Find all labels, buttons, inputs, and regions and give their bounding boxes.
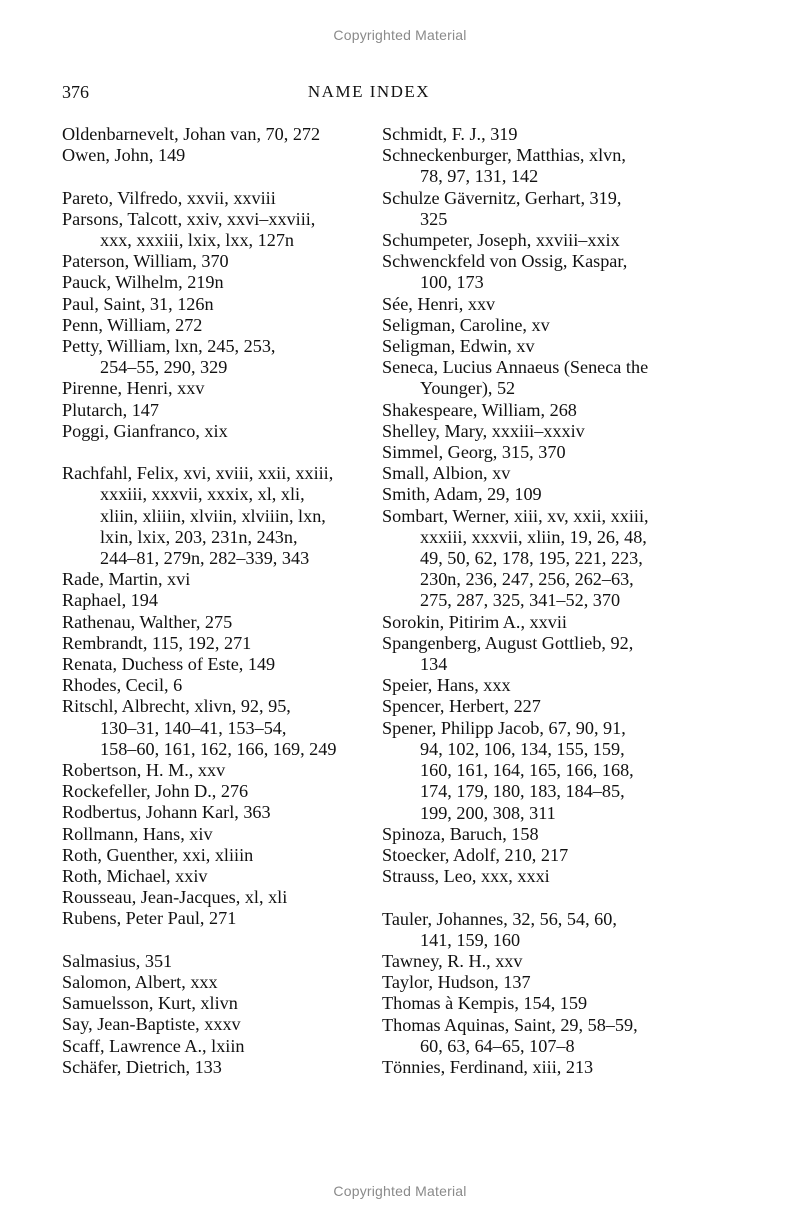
index-entry-continuation: 174, 179, 180, 183, 184–85, — [420, 781, 625, 802]
index-entry — [62, 866, 382, 887]
index-entry — [382, 145, 712, 187]
index-entry — [62, 251, 382, 272]
index-entry — [382, 442, 712, 463]
index-entry-line: Sée, Henri, xxv — [382, 293, 496, 314]
index-entry — [382, 696, 712, 717]
index-entry — [62, 188, 382, 209]
index-entry — [62, 294, 382, 315]
copyright-watermark-bottom: Copyrighted Material — [333, 1183, 467, 1199]
index-entry — [62, 400, 382, 421]
index-entry-line: Owen, John, 149 — [62, 145, 186, 166]
index-entry-line: Pirenne, Henri, xxv — [62, 378, 205, 399]
index-entry-continuation: xxxiii, xxxvii, xxxix, xl, xli, — [100, 484, 305, 505]
index-entry — [382, 824, 712, 845]
index-entry-line: Tawney, R. H., xxv — [382, 950, 523, 971]
index-entry-continuation: 254–55, 290, 329 — [100, 357, 228, 378]
index-entry — [382, 675, 712, 696]
index-entry — [62, 908, 382, 929]
index-entry — [62, 1036, 382, 1057]
index-entry-continuation: xliin, xliiin, xlviin, xlviiin, lxn, — [100, 505, 326, 526]
index-entry — [382, 484, 712, 505]
index-entry — [382, 612, 712, 633]
index-entry — [382, 909, 712, 951]
index-entry-line: Penn, William, 272 — [62, 314, 203, 335]
index-entry-continuation: 141, 159, 160 — [420, 929, 521, 950]
letter-group-gap — [62, 442, 382, 463]
index-entry-line: Paul, Saint, 31, 126n — [62, 293, 214, 314]
index-entry — [62, 675, 382, 696]
index-entry — [382, 633, 712, 675]
index-column-left — [62, 124, 382, 1078]
index-entry — [382, 972, 712, 993]
index-entry-continuation: lxin, lxix, 203, 231n, 243n, — [100, 526, 298, 547]
index-entry — [382, 421, 712, 442]
index-entry — [62, 696, 382, 760]
index-entry — [62, 654, 382, 675]
index-entry-continuation: 160, 161, 164, 165, 166, 168, — [420, 760, 634, 781]
index-entry-line: Plutarch, 147 — [62, 399, 159, 420]
index-entry-continuation: 130–31, 140–41, 153–54, — [100, 717, 287, 738]
index-column-right — [382, 124, 712, 1078]
index-entry-line: Speier, Hans, xxx — [382, 675, 511, 696]
index-entry-line: Roth, Michael, xxiv — [62, 866, 208, 887]
index-entry-line: Shakespeare, William, 268 — [382, 399, 577, 420]
index-entry-continuation: 49, 50, 62, 178, 195, 221, 223, — [420, 548, 643, 569]
index-entry — [62, 612, 382, 633]
index-entry-line: Thomas Aquinas, Saint, 29, 58–59, — [382, 1014, 638, 1035]
index-entry-line: Renata, Duchess of Este, 149 — [62, 654, 276, 675]
index-entry — [62, 590, 382, 611]
index-entry-line: Small, Albion, xv — [382, 463, 511, 484]
index-entry-line: Rollmann, Hans, xiv — [62, 823, 213, 844]
index-entry-continuation: 275, 287, 325, 341–52, 370 — [420, 590, 621, 611]
index-entry — [62, 781, 382, 802]
index-entry-line: Parsons, Talcott, xxiv, xxvi–xxviii, — [62, 208, 316, 229]
index-entry — [382, 315, 712, 336]
index-entry-line: Seligman, Caroline, xv — [382, 314, 550, 335]
index-entry-line: Pauck, Wilhelm, 219n — [62, 272, 224, 293]
index-entry-line: Salmasius, 351 — [62, 950, 173, 971]
index-entry — [382, 951, 712, 972]
index-entry — [62, 421, 382, 442]
index-entry-line: Schwenckfeld von Ossig, Kaspar, — [382, 251, 628, 272]
index-entry-line: Rubens, Peter Paul, 271 — [62, 908, 237, 929]
index-entry-line: Thomas à Kempis, 154, 159 — [382, 993, 588, 1014]
index-entry-line: Rousseau, Jean-Jacques, xl, xli — [62, 887, 288, 908]
index-entry — [62, 378, 382, 399]
index-entry — [62, 802, 382, 823]
index-entry — [62, 1014, 382, 1035]
index-entry-line: Rockefeller, John D., 276 — [62, 781, 249, 802]
index-entry-continuation: xxxiii, xxxvii, xliin, 19, 26, 48, — [420, 526, 647, 547]
index-entry — [382, 845, 712, 866]
index-entry — [62, 633, 382, 654]
index-entry-line: Schmidt, F. J., 319 — [382, 124, 518, 144]
index-entry-line: Poggi, Gianfranco, xix — [62, 420, 228, 441]
index-entry-continuation: 134 — [420, 654, 448, 675]
index-entry — [62, 1057, 382, 1078]
index-entry — [62, 845, 382, 866]
index-entry — [382, 866, 712, 887]
index-entry — [62, 824, 382, 845]
index-entry-continuation: 230n, 236, 247, 256, 262–63, — [420, 569, 634, 590]
index-entry-line: Seligman, Edwin, xv — [382, 336, 535, 357]
index-entry-line: Rachfahl, Felix, xvi, xviii, xxii, xxiii, — [62, 463, 334, 484]
index-entry — [382, 124, 712, 145]
index-entry-continuation: 60, 63, 64–65, 107–8 — [420, 1035, 575, 1056]
index-entry — [382, 400, 712, 421]
index-entry-line: Schulze Gävernitz, Gerhart, 319, — [382, 187, 622, 208]
letter-group-gap — [382, 887, 712, 908]
index-entry-line: Simmel, Georg, 315, 370 — [382, 442, 566, 463]
index-entry-line: Rodbertus, Johann Karl, 363 — [62, 802, 271, 823]
index-entry — [382, 1015, 712, 1057]
index-entry-continuation: 244–81, 279n, 282–339, 343 — [100, 548, 310, 569]
copyright-watermark-top: Copyrighted Material — [333, 27, 467, 43]
index-entry-line: Pareto, Vilfredo, xxvii, xxviii — [62, 187, 276, 208]
index-entry-line: Spencer, Herbert, 227 — [382, 696, 541, 717]
index-entry-line: Samuelsson, Kurt, xlivn — [62, 993, 238, 1014]
index-entry-line: Petty, William, lxn, 245, 253, — [62, 336, 276, 357]
index-entry-line: Schneckenburger, Matthias, xlvn, — [382, 145, 626, 166]
index-entry-continuation: 78, 97, 131, 142 — [420, 166, 539, 187]
index-entry-line: Smith, Adam, 29, 109 — [382, 484, 542, 505]
index-entry-line: Sombart, Werner, xiii, xv, xxii, xxiii, — [382, 505, 649, 526]
index-entry — [62, 209, 382, 251]
index-entry-continuation: 325 — [420, 208, 448, 229]
index-entry-line: Rembrandt, 115, 192, 271 — [62, 632, 252, 653]
index-entry-continuation: 158–60, 161, 162, 166, 169, 249 — [100, 738, 337, 759]
index-entry-line: Spangenberg, August Gottlieb, 92, — [382, 632, 634, 653]
index-entry — [382, 1057, 712, 1078]
index-entry — [62, 272, 382, 293]
index-entry-line: Schäfer, Dietrich, 133 — [62, 1056, 222, 1077]
index-entry — [62, 315, 382, 336]
index-entry-line: Schumpeter, Joseph, xxviii–xxix — [382, 230, 620, 251]
index-entry — [62, 124, 382, 145]
index-entry-line: Rade, Martin, xvi — [62, 569, 191, 590]
index-entry-line: Robertson, H. M., xxv — [62, 760, 226, 781]
index-entry-line: Tauler, Johannes, 32, 56, 54, 60, — [382, 908, 617, 929]
index-entry — [62, 951, 382, 972]
index-entry-line: Seneca, Lucius Annaeus (Seneca the — [382, 357, 649, 378]
index-entry-line: Spinoza, Baruch, 158 — [382, 823, 539, 844]
index-entry-line: Stoecker, Adolf, 210, 217 — [382, 844, 569, 865]
letter-group-gap — [62, 166, 382, 187]
index-entry-continuation: 199, 200, 308, 311 — [420, 802, 556, 823]
index-entry-line: Spener, Philipp Jacob, 67, 90, 91, — [382, 717, 626, 738]
index-entry-line: Say, Jean-Baptiste, xxxv — [62, 1014, 241, 1035]
index-entry — [62, 760, 382, 781]
running-head: NAME INDEX — [307, 82, 431, 101]
letter-group-gap — [62, 930, 382, 951]
index-entry — [382, 336, 712, 357]
index-entry — [62, 887, 382, 908]
page-number: 376 — [62, 82, 89, 102]
index-entry-line: Scaff, Lawrence A., lxiin — [62, 1035, 245, 1056]
index-entry-line: Paterson, William, 370 — [62, 251, 229, 272]
index-entry-line: Ritschl, Albrecht, xlivn, 92, 95, — [62, 696, 291, 717]
index-entry — [382, 251, 712, 293]
index-entry-continuation: 94, 102, 106, 134, 155, 159, — [420, 738, 625, 759]
index-entry — [382, 718, 712, 824]
index-entry-line: Taylor, Hudson, 137 — [382, 972, 531, 993]
index-entry-continuation: Younger), 52 — [420, 378, 516, 399]
index-entry — [382, 463, 712, 484]
index-entry — [382, 357, 712, 399]
index-entry — [382, 993, 712, 1014]
index-entry-line: Raphael, 194 — [62, 590, 158, 611]
index-entry-line: Roth, Guenther, xxi, xliiin — [62, 844, 254, 865]
index-entry-line: Salomon, Albert, xxx — [62, 972, 218, 993]
index-entry — [62, 569, 382, 590]
index-entry — [382, 506, 712, 612]
index-entry-continuation: 100, 173 — [420, 272, 484, 293]
index-entry-line: Shelley, Mary, xxxiii–xxxiv — [382, 420, 585, 441]
index-entry — [62, 336, 382, 378]
index-entry — [62, 463, 382, 569]
index-entry-line: Tönnies, Ferdinand, xiii, 213 — [382, 1056, 594, 1077]
index-entry — [62, 993, 382, 1014]
index-entry-line: Oldenbarnevelt, Johan van, 70, 272 — [62, 124, 321, 144]
index-entry-line: Strauss, Leo, xxx, xxxi — [382, 866, 550, 887]
index-entry — [382, 230, 712, 251]
index-entry — [62, 145, 382, 166]
index-entry-line: Rathenau, Walther, 275 — [62, 611, 233, 632]
index-entry-continuation: xxx, xxxiii, lxix, lxx, 127n — [100, 230, 295, 250]
index-entry — [382, 188, 712, 230]
index-entry — [382, 294, 712, 315]
index-entry-line: Rhodes, Cecil, 6 — [62, 675, 183, 696]
index-entry-line: Sorokin, Pitirim A., xxvii — [382, 611, 567, 632]
index-entry — [62, 972, 382, 993]
